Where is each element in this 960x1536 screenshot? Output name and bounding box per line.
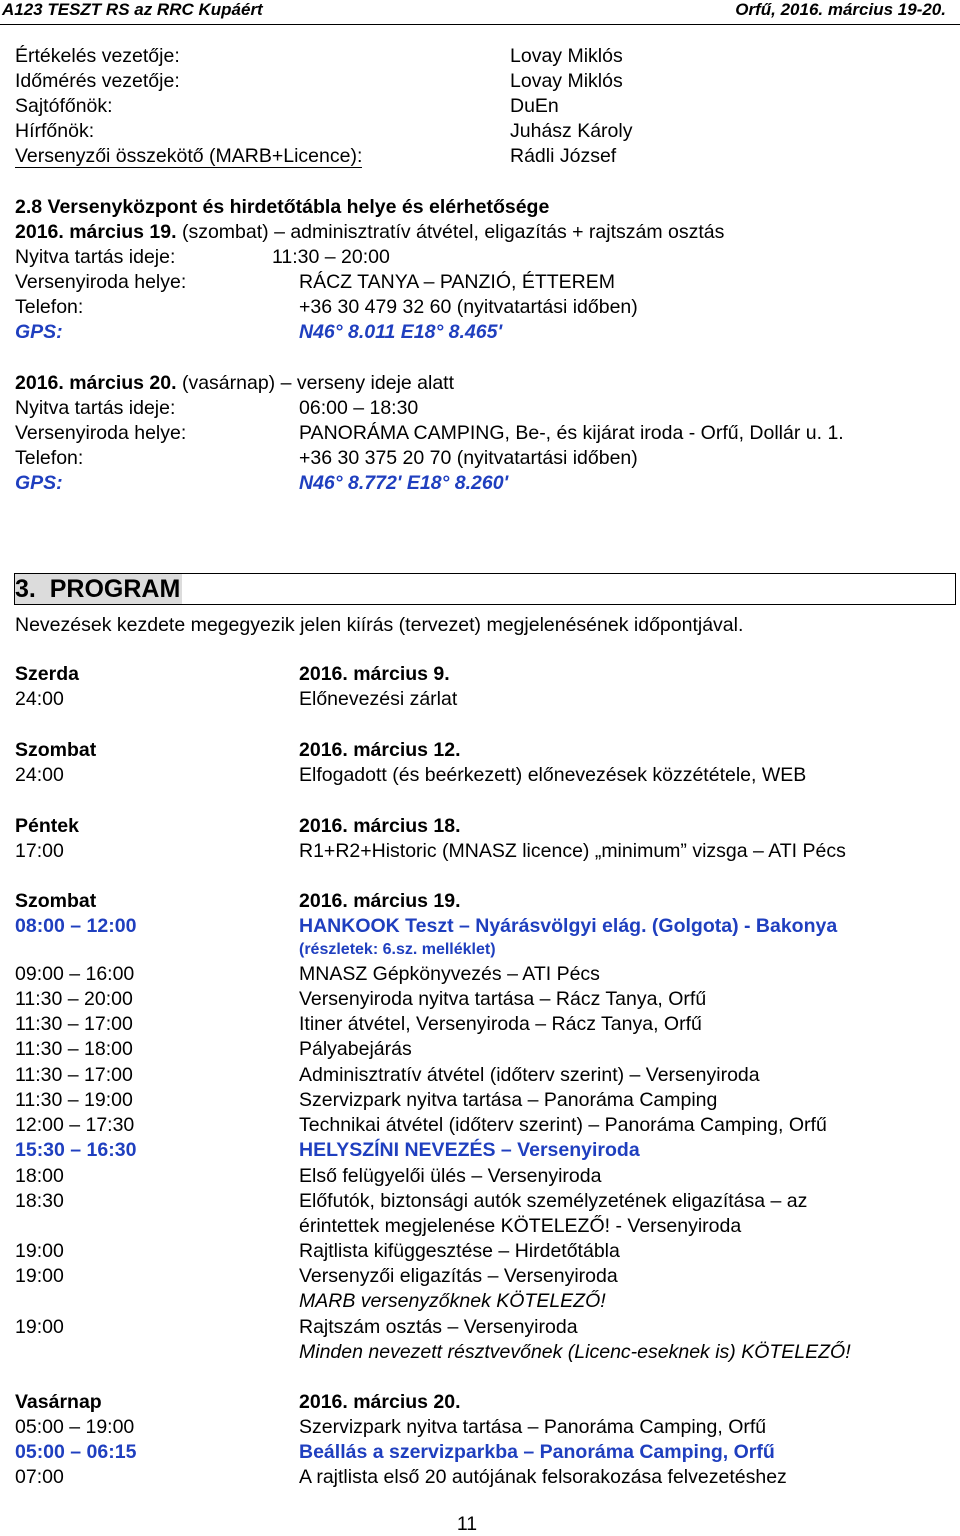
day-name: Péntek — [15, 815, 79, 837]
info-label: Versenyiroda helye: — [15, 271, 187, 293]
gps-row — [15, 320, 503, 344]
event-text: HELYSZÍNI NEVEZÉS – Versenyiroda — [299, 1139, 640, 1161]
day-name: Vasárnap — [15, 1391, 102, 1413]
official-name: Rádli József — [510, 145, 617, 167]
event-time: 17:00 — [15, 840, 64, 862]
event-row — [15, 687, 458, 711]
event-text: Itiner átvétel, Versenyiroda – Rácz Tanya, Orfű — [299, 1013, 702, 1035]
event-time: 08:00 – 12:00 — [15, 915, 137, 937]
event-time: 19:00 — [15, 1265, 64, 1287]
event-row — [15, 1012, 702, 1036]
event-time: 24:00 — [15, 764, 64, 786]
day1-intro — [15, 220, 724, 244]
event-text: A rajtlista első 20 autójának felsorakozása felvezetéshez — [299, 1466, 787, 1488]
header-right: Orfű, 2016. március 19-20. — [735, 0, 946, 19]
official-name: DuEn — [510, 95, 559, 117]
official-name: Lovay Miklós — [510, 45, 623, 67]
official-role: Versenyzői összekötő (MARB+Licence): — [15, 145, 363, 167]
info-row — [15, 421, 844, 445]
event-text: HANKOOK Teszt – Nyárásvölgyi elág. (Golgota) - Bakonya — [299, 915, 838, 937]
event-time: 05:00 – 06:15 — [15, 1441, 137, 1463]
info-value: 11:30 – 20:00 — [272, 246, 390, 268]
gps-value: N46° 8.772' E18° 8.260' — [299, 472, 509, 494]
day-row — [15, 1390, 461, 1414]
event-text: MNASZ Gépkönyvezés – ATI Pécs — [299, 963, 600, 985]
event-time: 11:30 – 17:00 — [15, 1064, 133, 1086]
event-text: Elfogadott (és beérkezett) előnevezések közzététele, WEB — [299, 764, 807, 786]
event-text: Adminisztratív átvétel (időterv szerint) – Versenyiroda — [299, 1064, 760, 1086]
info-value: PANORÁMA CAMPING, Be-, és kijárat iroda - Orfű, Dollár u. 1. — [299, 422, 844, 444]
day-date: 2016. március 20. — [299, 1391, 461, 1413]
event-row — [15, 1189, 808, 1213]
program-intro: Nevezések kezdete megegyezik jelen kiírás (tervezet) megjelenésének időpontjával. — [15, 614, 744, 636]
event-row — [15, 1239, 620, 1263]
event-text-detail: MARB versenyzőknek KÖTELEZŐ! — [299, 1290, 606, 1312]
info-value: RÁCZ TANYA – PANZIÓ, ÉTTEREM — [299, 271, 616, 293]
day2-desc: (vasárnap) – verseny ideje alatt — [176, 372, 455, 394]
day-row — [15, 738, 461, 762]
gps-row — [15, 471, 509, 495]
info-label: Nyitva tartás ideje: — [15, 397, 176, 419]
day-date: 2016. március 9. — [299, 663, 450, 685]
day2-intro — [15, 371, 454, 395]
event-row — [15, 1037, 412, 1061]
event-time: 12:00 – 17:30 — [15, 1114, 135, 1136]
event-text-detail: (részletek: 6.sz. melléklet) — [299, 941, 496, 958]
info-row — [15, 295, 638, 319]
event-time: 07:00 — [15, 1466, 64, 1488]
official-row — [15, 94, 559, 118]
event-row — [15, 1315, 578, 1339]
day-row — [15, 889, 461, 913]
event-time: 11:30 – 18:00 — [15, 1038, 133, 1060]
info-row — [15, 245, 390, 269]
event-row — [15, 1164, 602, 1188]
event-text: Technikai átvétel (időterv szerint) – Panoráma Camping, Orfű — [299, 1114, 827, 1136]
day1-desc: (szombat) – adminisztratív átvétel, eligazítás + rajtszám osztás — [176, 221, 725, 243]
event-row — [15, 1264, 618, 1288]
event-row-highlight — [15, 1138, 640, 1162]
event-time: 11:30 – 17:00 — [15, 1013, 133, 1035]
event-text: Előnevezési zárlat — [299, 688, 458, 710]
day-name: Szerda — [15, 663, 79, 685]
event-text: Első felügyelői ülés – Versenyiroda — [299, 1165, 602, 1187]
event-text-detail: érintettek megjelenése KÖTELEZŐ! - Versenyiroda — [299, 1215, 742, 1237]
event-row — [15, 763, 807, 787]
day-row — [15, 814, 461, 838]
event-time: 19:00 — [15, 1240, 64, 1262]
info-value: 06:00 – 18:30 — [299, 397, 419, 419]
event-time: 11:30 – 20:00 — [15, 988, 133, 1010]
event-row — [15, 1415, 767, 1439]
day-row — [15, 662, 450, 686]
day-name: Szombat — [15, 739, 97, 761]
info-label: Versenyiroda helye: — [15, 422, 187, 444]
event-row — [15, 1113, 827, 1137]
day-date: 2016. március 18. — [299, 815, 461, 837]
official-name: Juhász Károly — [510, 120, 633, 142]
event-text: Versenyiroda nyitva tartása – Rácz Tanya, Orfű — [299, 988, 707, 1010]
day-name: Szombat — [15, 890, 97, 912]
program-title: 3. PROGRAM — [15, 575, 181, 603]
info-value: +36 30 375 20 70 (nyitvatartási időben) — [299, 447, 638, 469]
event-text: Rajtszám osztás – Versenyiroda — [299, 1316, 578, 1338]
event-text: Pályabejárás — [299, 1038, 412, 1060]
event-text-detail: Minden nevezett résztvevőnek (Licenc-eseknek is) KÖTELEZŐ! — [299, 1341, 851, 1363]
event-time: 09:00 – 16:00 — [15, 963, 135, 985]
section-heading: 2.8 Versenyközpont és hirdetőtábla helye és elérhetősége — [15, 196, 550, 218]
official-name: Lovay Miklós — [510, 70, 623, 92]
page-number: 11 — [456, 1513, 478, 1535]
official-role: Sajtófőnök: — [15, 95, 113, 117]
event-row — [15, 962, 600, 986]
event-time: 24:00 — [15, 688, 64, 710]
official-row — [15, 119, 633, 143]
event-time: 18:00 — [15, 1165, 64, 1187]
official-role: Értékelés vezetője: — [15, 45, 180, 67]
gps-label: GPS: — [15, 321, 63, 343]
day2-date: 2016. március 20. — [15, 372, 177, 394]
event-text: R1+R2+Historic (MNASZ licence) „minimum” vizsga – ATI Pécs — [299, 840, 846, 862]
event-time: 05:00 – 19:00 — [15, 1416, 135, 1438]
event-text: Szervizpark nyitva tartása – Panoráma Camping, Orfű — [299, 1416, 767, 1438]
event-row-highlight — [15, 1440, 775, 1464]
gps-value: N46° 8.011 E18° 8.465' — [299, 321, 503, 343]
official-row — [15, 144, 617, 168]
day1-date: 2016. március 19. — [15, 221, 177, 243]
official-role: Hírfőnök: — [15, 120, 95, 142]
event-row — [15, 987, 707, 1011]
info-row — [15, 396, 419, 420]
official-role: Időmérés vezetője: — [15, 70, 180, 92]
info-row — [15, 270, 616, 294]
event-row — [15, 1465, 787, 1489]
event-row-highlight — [15, 914, 838, 938]
gps-label: GPS: — [15, 472, 63, 494]
official-row — [15, 44, 623, 68]
event-row — [15, 1088, 718, 1112]
event-text: Rajtlista kifüggesztése – Hirdetőtábla — [299, 1240, 620, 1262]
info-label: Telefon: — [15, 296, 84, 318]
event-text: Versenyzői eligazítás – Versenyiroda — [299, 1265, 618, 1287]
event-text: Előfutók, biztonsági autók személyzetének eligazítása – az — [299, 1190, 808, 1212]
info-label: Nyitva tartás ideje: — [15, 246, 176, 268]
header-left: A123 TESZT RS az RRC Kupáért — [2, 0, 263, 19]
event-time: 11:30 – 19:00 — [15, 1089, 133, 1111]
info-label: Telefon: — [15, 447, 84, 469]
event-time: 18:30 — [15, 1190, 64, 1212]
official-row — [15, 69, 623, 93]
event-text: Szervizpark nyitva tartása – Panoráma Camping — [299, 1089, 718, 1111]
event-time: 15:30 – 16:30 — [15, 1139, 137, 1161]
info-value: +36 30 479 32 60 (nyitvatartási időben) — [299, 296, 638, 318]
page-header — [0, 0, 960, 25]
event-text: Beállás a szervizparkba – Panoráma Camping, Orfű — [299, 1441, 775, 1463]
event-row — [15, 1063, 760, 1087]
info-row — [15, 446, 638, 470]
day-date: 2016. március 19. — [299, 890, 461, 912]
event-time: 19:00 — [15, 1316, 64, 1338]
event-row — [15, 839, 846, 863]
day-date: 2016. március 12. — [299, 739, 461, 761]
